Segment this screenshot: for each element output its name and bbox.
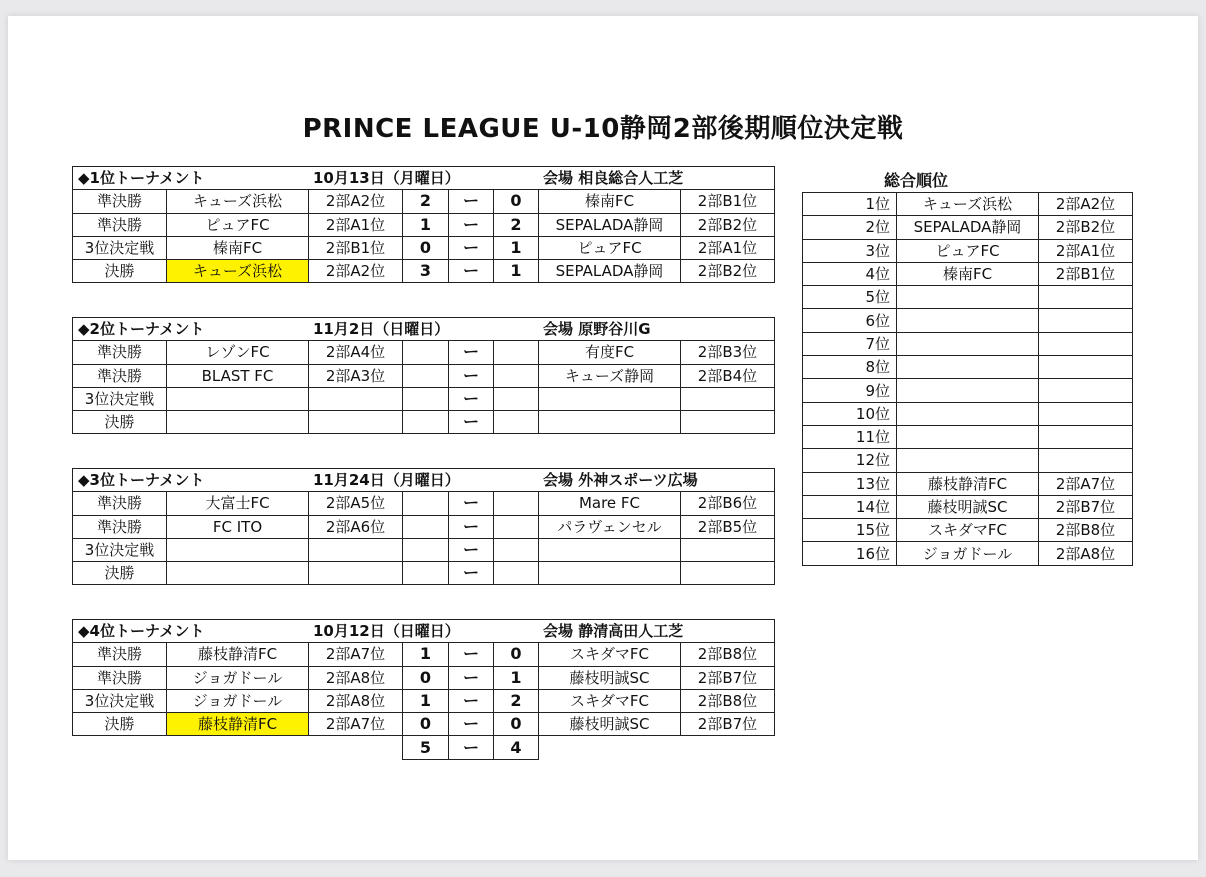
- away-rank: 2部A1位: [681, 236, 775, 259]
- away-team: キューズ静岡: [539, 364, 681, 387]
- tournament-venue: 会場 外神スポーツ広場: [543, 471, 698, 489]
- match-round: 準決勝: [73, 190, 167, 213]
- home-rank: 2部A8位: [309, 666, 403, 689]
- standing-rank: 9位: [803, 379, 897, 402]
- match-row: [73, 411, 775, 434]
- home-team-winner: 藤枝静清FC: [167, 713, 309, 736]
- home-rank: 2部A3位: [309, 364, 403, 387]
- standing-source: [1039, 332, 1133, 355]
- tournament-header: [73, 620, 775, 643]
- away-score: 0: [494, 190, 539, 213]
- away-score: [494, 341, 539, 364]
- standing-rank: 1位: [803, 193, 897, 216]
- standing-rank: 15位: [803, 519, 897, 542]
- match-round: 決勝: [73, 411, 167, 434]
- away-rank: 2部B8位: [681, 643, 775, 666]
- away-score: 2: [494, 689, 539, 712]
- home-rank: 2部A2位: [309, 260, 403, 283]
- away-team: Mare FC: [539, 492, 681, 515]
- tournament-name: ◆2位トーナメント: [78, 320, 205, 338]
- standing-row: [803, 262, 1133, 285]
- away-score: [494, 411, 539, 434]
- standing-rank: 3位: [803, 239, 897, 262]
- match-round: 準決勝: [73, 213, 167, 236]
- standing-team: [897, 309, 1039, 332]
- away-score: 1: [494, 236, 539, 259]
- standing-rank: 6位: [803, 309, 897, 332]
- tournament-table: [72, 166, 775, 283]
- match-row: [73, 515, 775, 538]
- home-team: ピュアFC: [167, 213, 309, 236]
- standing-row: [803, 379, 1133, 402]
- score-separator: ー: [449, 492, 494, 515]
- away-team: 有度FC: [539, 341, 681, 364]
- pk-home-score: 5: [403, 736, 449, 759]
- match-round: 準決勝: [73, 364, 167, 387]
- away-score: [494, 515, 539, 538]
- away-score: [494, 538, 539, 561]
- score-separator: ー: [449, 341, 494, 364]
- away-rank: 2部B1位: [681, 190, 775, 213]
- home-score: 3: [403, 260, 449, 283]
- home-rank: 2部A4位: [309, 341, 403, 364]
- match-row: [73, 213, 775, 236]
- standing-team: 藤枝静清FC: [897, 472, 1039, 495]
- standing-row: [803, 216, 1133, 239]
- away-rank: 2部B2位: [681, 213, 775, 236]
- pk-row: [73, 736, 775, 759]
- home-rank: 2部A8位: [309, 689, 403, 712]
- home-rank: 2部A7位: [309, 643, 403, 666]
- match-row: [73, 538, 775, 561]
- away-rank: 2部B5位: [681, 515, 775, 538]
- score-separator: ー: [449, 538, 494, 561]
- away-rank: 2部B8位: [681, 689, 775, 712]
- away-rank: 2部B2位: [681, 260, 775, 283]
- tournament-venue: 会場 静清高田人工芝: [543, 622, 684, 640]
- match-row: [73, 713, 775, 736]
- home-team: キューズ浜松: [167, 190, 309, 213]
- away-team: [539, 387, 681, 410]
- standing-team: [897, 356, 1039, 379]
- away-team: [539, 411, 681, 434]
- standing-row: [803, 425, 1133, 448]
- away-team: パラヴェンセル: [539, 515, 681, 538]
- match-row: [73, 364, 775, 387]
- away-team: [539, 562, 681, 585]
- standing-team: 藤枝明誠SC: [897, 495, 1039, 518]
- standing-team: [897, 332, 1039, 355]
- standing-row: [803, 239, 1133, 262]
- standing-source: [1039, 402, 1133, 425]
- standing-source: [1039, 425, 1133, 448]
- tournament-date: 10月13日（月曜日）: [313, 169, 460, 187]
- standing-source: [1039, 449, 1133, 472]
- home-score: 0: [403, 666, 449, 689]
- home-score: 1: [403, 643, 449, 666]
- score-separator: ー: [449, 411, 494, 434]
- score-separator: ー: [449, 190, 494, 213]
- away-score: 1: [494, 260, 539, 283]
- away-team: [539, 538, 681, 561]
- match-row: [73, 387, 775, 410]
- standing-source: [1039, 356, 1133, 379]
- standing-team: [897, 425, 1039, 448]
- match-round: 3位決定戦: [73, 387, 167, 410]
- score-separator: ー: [449, 562, 494, 585]
- match-round: 3位決定戦: [73, 538, 167, 561]
- match-round: 決勝: [73, 713, 167, 736]
- match-round: 決勝: [73, 562, 167, 585]
- home-score: 0: [403, 236, 449, 259]
- match-row: [73, 666, 775, 689]
- tournament-name: ◆3位トーナメント: [78, 471, 205, 489]
- standing-rank: 4位: [803, 262, 897, 285]
- standing-team: [897, 402, 1039, 425]
- away-team: SEPALADA静岡: [539, 260, 681, 283]
- standing-source: 2部A8位: [1039, 542, 1133, 565]
- standing-row: [803, 402, 1133, 425]
- home-score: 1: [403, 689, 449, 712]
- standing-source: 2部B7位: [1039, 495, 1133, 518]
- home-score: [403, 562, 449, 585]
- tournament-header: [73, 318, 775, 341]
- standing-source: 2部B8位: [1039, 519, 1133, 542]
- home-score: [403, 387, 449, 410]
- tournament-date: 10月12日（日曜日）: [313, 622, 460, 640]
- home-rank: [309, 387, 403, 410]
- tournament-name: ◆4位トーナメント: [78, 622, 205, 640]
- standing-row: [803, 542, 1133, 565]
- match-row: [73, 643, 775, 666]
- standing-row: [803, 472, 1133, 495]
- standing-team: キューズ浜松: [897, 193, 1039, 216]
- home-team: FC ITO: [167, 515, 309, 538]
- match-round: 準決勝: [73, 666, 167, 689]
- tournament-date: 11月24日（月曜日）: [313, 471, 460, 489]
- away-rank: 2部B7位: [681, 713, 775, 736]
- away-team: 藤枝明誠SC: [539, 713, 681, 736]
- score-separator: ー: [449, 236, 494, 259]
- standing-team: [897, 286, 1039, 309]
- score-separator: ー: [449, 515, 494, 538]
- standing-source: [1039, 379, 1133, 402]
- away-score: [494, 492, 539, 515]
- away-score: 2: [494, 213, 539, 236]
- home-score: 2: [403, 190, 449, 213]
- standing-source: [1039, 309, 1133, 332]
- home-score: 1: [403, 213, 449, 236]
- overall-standings-table: [802, 192, 1133, 566]
- standing-row: [803, 519, 1133, 542]
- home-rank: 2部A5位: [309, 492, 403, 515]
- away-rank: [681, 387, 775, 410]
- home-team: [167, 411, 309, 434]
- standing-source: [1039, 286, 1133, 309]
- standing-row: [803, 332, 1133, 355]
- standing-source: 2部B2位: [1039, 216, 1133, 239]
- away-team: スキダマFC: [539, 689, 681, 712]
- score-separator: ー: [449, 643, 494, 666]
- away-team: 榛南FC: [539, 190, 681, 213]
- home-team: [167, 562, 309, 585]
- home-rank: 2部A6位: [309, 515, 403, 538]
- standing-source: 2部A1位: [1039, 239, 1133, 262]
- standing-rank: 16位: [803, 542, 897, 565]
- overall-standings-title: 総合順位: [884, 171, 949, 190]
- away-score: 0: [494, 643, 539, 666]
- home-team: レゾンFC: [167, 341, 309, 364]
- home-rank: 2部A2位: [309, 190, 403, 213]
- match-round: 準決勝: [73, 643, 167, 666]
- home-score: [403, 341, 449, 364]
- away-rank: [681, 562, 775, 585]
- match-row: [73, 341, 775, 364]
- standing-rank: 14位: [803, 495, 897, 518]
- standing-row: [803, 449, 1133, 472]
- standing-team: [897, 449, 1039, 472]
- away-score: [494, 562, 539, 585]
- standing-rank: 10位: [803, 402, 897, 425]
- match-row: [73, 190, 775, 213]
- standing-team: SEPALADA静岡: [897, 216, 1039, 239]
- standing-source: 2部B1位: [1039, 262, 1133, 285]
- home-team: ジョガドール: [167, 666, 309, 689]
- tournament-table: [72, 619, 775, 760]
- tournament-table: [72, 468, 775, 585]
- score-separator: ー: [449, 387, 494, 410]
- home-rank: [309, 411, 403, 434]
- standing-rank: 13位: [803, 472, 897, 495]
- away-score: 0: [494, 713, 539, 736]
- away-team: スキダマFC: [539, 643, 681, 666]
- away-score: [494, 364, 539, 387]
- home-score: 0: [403, 713, 449, 736]
- pk-separator: ー: [449, 736, 494, 759]
- tournament-header: [73, 167, 775, 190]
- standing-row: [803, 193, 1133, 216]
- match-row: [73, 562, 775, 585]
- match-row: [73, 260, 775, 283]
- standing-source: 2部A2位: [1039, 193, 1133, 216]
- tournament-venue: 会場 相良総合人工芝: [543, 169, 684, 187]
- home-rank: 2部B1位: [309, 236, 403, 259]
- standing-team: ジョガドール: [897, 542, 1039, 565]
- match-round: 準決勝: [73, 492, 167, 515]
- away-team: ピュアFC: [539, 236, 681, 259]
- match-round: 3位決定戦: [73, 236, 167, 259]
- home-team: [167, 538, 309, 561]
- score-separator: ー: [449, 666, 494, 689]
- tournament-name: ◆1位トーナメント: [78, 169, 205, 187]
- standing-row: [803, 356, 1133, 379]
- home-score: [403, 538, 449, 561]
- home-rank: 2部A7位: [309, 713, 403, 736]
- score-separator: ー: [449, 713, 494, 736]
- page-title: PRINCE LEAGUE U-10静岡2部後期順位決定戦: [302, 114, 904, 144]
- standing-team: ピュアFC: [897, 239, 1039, 262]
- match-round: 3位決定戦: [73, 689, 167, 712]
- standing-rank: 7位: [803, 332, 897, 355]
- home-team: 大富士FC: [167, 492, 309, 515]
- match-row: [73, 236, 775, 259]
- home-score: [403, 515, 449, 538]
- score-separator: ー: [449, 689, 494, 712]
- home-score: [403, 364, 449, 387]
- away-rank: 2部B3位: [681, 341, 775, 364]
- standing-rank: 12位: [803, 449, 897, 472]
- match-round: 準決勝: [73, 341, 167, 364]
- standing-team: 榛南FC: [897, 262, 1039, 285]
- standing-rank: 11位: [803, 425, 897, 448]
- standing-row: [803, 286, 1133, 309]
- home-team: BLAST FC: [167, 364, 309, 387]
- standing-source: 2部A7位: [1039, 472, 1133, 495]
- standing-rank: 5位: [803, 286, 897, 309]
- away-team: 藤枝明誠SC: [539, 666, 681, 689]
- standing-rank: 2位: [803, 216, 897, 239]
- tournament-date: 11月2日（日曜日）: [313, 320, 450, 338]
- score-separator: ー: [449, 260, 494, 283]
- home-score: [403, 492, 449, 515]
- away-rank: [681, 538, 775, 561]
- pk-away-score: 4: [494, 736, 539, 759]
- home-team: 藤枝静清FC: [167, 643, 309, 666]
- standing-row: [803, 309, 1133, 332]
- home-rank: 2部A1位: [309, 213, 403, 236]
- standing-rank: 8位: [803, 356, 897, 379]
- match-row: [73, 689, 775, 712]
- score-separator: ー: [449, 213, 494, 236]
- match-round: 決勝: [73, 260, 167, 283]
- home-team-winner: キューズ浜松: [167, 260, 309, 283]
- home-rank: [309, 538, 403, 561]
- home-team: 榛南FC: [167, 236, 309, 259]
- home-rank: [309, 562, 403, 585]
- home-score: [403, 411, 449, 434]
- tournament-header: [73, 469, 775, 492]
- away-score: 1: [494, 666, 539, 689]
- away-score: [494, 387, 539, 410]
- home-team: ジョガドール: [167, 689, 309, 712]
- away-rank: 2部B7位: [681, 666, 775, 689]
- away-rank: 2部B4位: [681, 364, 775, 387]
- match-row: [73, 492, 775, 515]
- standing-team: スキダマFC: [897, 519, 1039, 542]
- away-rank: 2部B6位: [681, 492, 775, 515]
- tournament-table: [72, 317, 775, 434]
- away-team: SEPALADA静岡: [539, 213, 681, 236]
- away-rank: [681, 411, 775, 434]
- standing-row: [803, 495, 1133, 518]
- tournament-venue: 会場 原野谷川G: [543, 320, 651, 338]
- score-separator: ー: [449, 364, 494, 387]
- home-team: [167, 387, 309, 410]
- match-round: 準決勝: [73, 515, 167, 538]
- standing-team: [897, 379, 1039, 402]
